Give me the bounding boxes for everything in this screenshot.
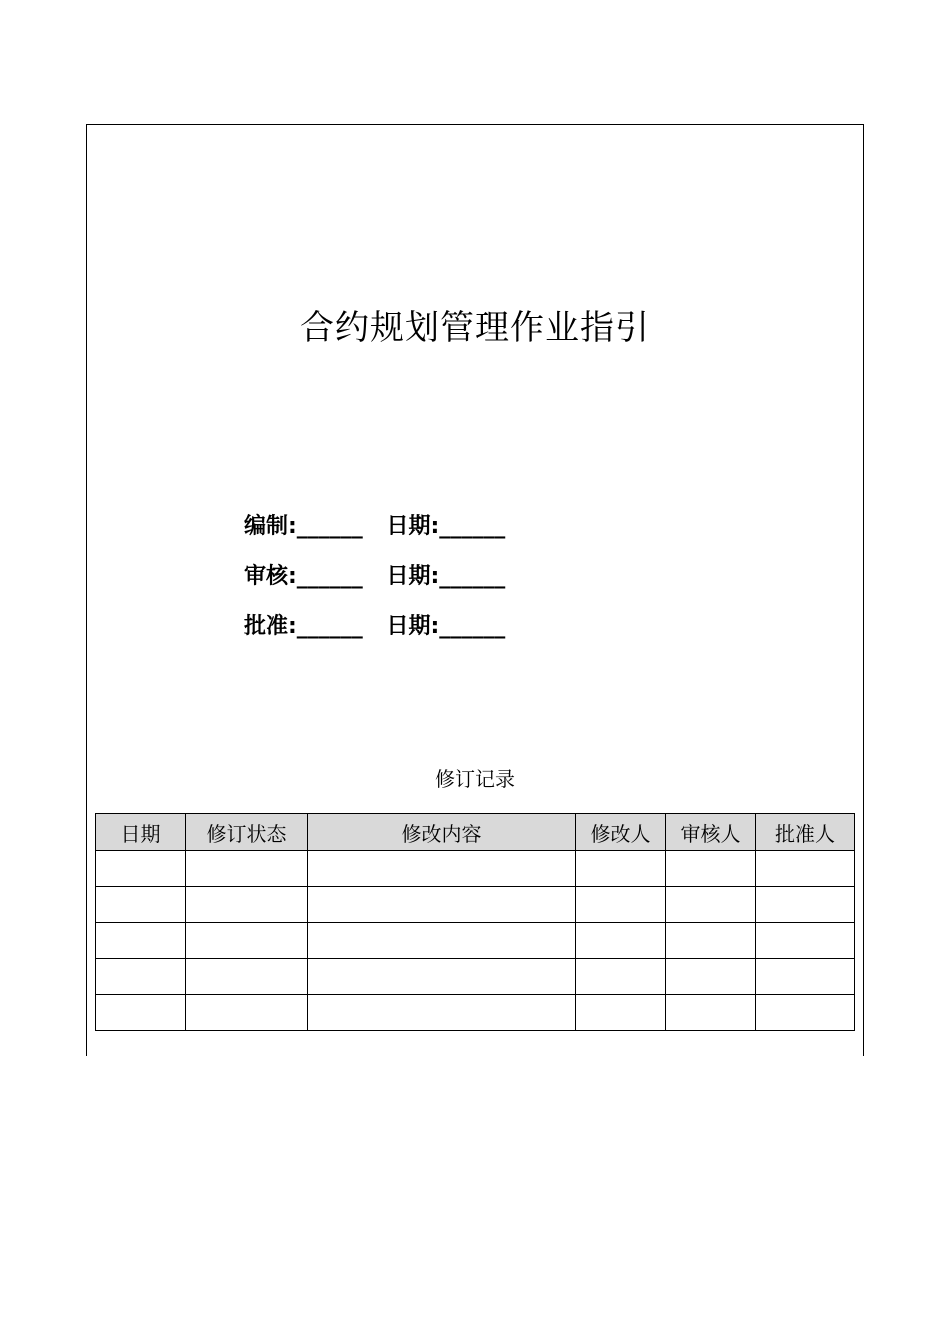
- prepared-date-field: 日期:______: [386, 514, 506, 539]
- table-cell[interactable]: [96, 995, 186, 1031]
- table-cell[interactable]: [756, 887, 855, 923]
- column-header-modified-by: 修改人: [576, 814, 666, 851]
- reviewed-date-field: 日期:______: [386, 564, 506, 589]
- page-frame-top-border: [86, 124, 864, 125]
- table-row: [96, 995, 855, 1031]
- table-cell[interactable]: [308, 959, 576, 995]
- table-cell[interactable]: [666, 995, 756, 1031]
- prepared-by-field: 编制:______: [244, 514, 363, 539]
- table-cell[interactable]: [308, 995, 576, 1031]
- table-cell[interactable]: [576, 851, 666, 887]
- table-row: [96, 887, 855, 923]
- page-frame-right-border: [863, 124, 864, 1056]
- table-cell[interactable]: [666, 959, 756, 995]
- table-cell[interactable]: [186, 959, 308, 995]
- table-cell[interactable]: [186, 851, 308, 887]
- approved-by-field: 批准:______: [244, 614, 363, 639]
- table-cell[interactable]: [186, 887, 308, 923]
- table-cell[interactable]: [666, 923, 756, 959]
- table-header-row: [96, 814, 855, 851]
- table-cell[interactable]: [308, 887, 576, 923]
- signoff-row-reviewed: [244, 562, 505, 592]
- table-cell[interactable]: [756, 851, 855, 887]
- table-row: [96, 959, 855, 995]
- page-frame-left-border: [86, 124, 87, 1056]
- table-cell[interactable]: [576, 887, 666, 923]
- table-cell[interactable]: [96, 923, 186, 959]
- table-cell[interactable]: [756, 995, 855, 1031]
- table-cell[interactable]: [756, 923, 855, 959]
- approved-date-field: 日期:______: [386, 614, 506, 639]
- table-cell[interactable]: [308, 923, 576, 959]
- revision-record-title: 修订记录: [435, 767, 515, 791]
- table-cell[interactable]: [96, 851, 186, 887]
- column-header-revision-status: 修订状态: [186, 814, 308, 851]
- table-row: [96, 923, 855, 959]
- column-header-reviewed-by: 审核人: [666, 814, 756, 851]
- table-cell[interactable]: [666, 851, 756, 887]
- table-cell[interactable]: [576, 923, 666, 959]
- table-cell[interactable]: [186, 923, 308, 959]
- document-title: 合约规划管理作业指引: [300, 308, 650, 348]
- reviewed-by-field: 审核:______: [244, 564, 363, 589]
- revision-record-table: [95, 813, 855, 1031]
- column-header-approved-by: 批准人: [756, 814, 855, 851]
- signoff-row-prepared: [244, 512, 505, 542]
- column-header-revision-content: 修改内容: [308, 814, 576, 851]
- table-cell[interactable]: [186, 995, 308, 1031]
- table-cell[interactable]: [576, 959, 666, 995]
- table-cell[interactable]: [756, 959, 855, 995]
- signoff-row-approved: [244, 612, 505, 642]
- column-header-date: 日期: [96, 814, 186, 851]
- table-cell[interactable]: [666, 887, 756, 923]
- table-row: [96, 851, 855, 887]
- table-cell[interactable]: [576, 995, 666, 1031]
- table-cell[interactable]: [96, 959, 186, 995]
- table-cell[interactable]: [96, 887, 186, 923]
- table-cell[interactable]: [308, 851, 576, 887]
